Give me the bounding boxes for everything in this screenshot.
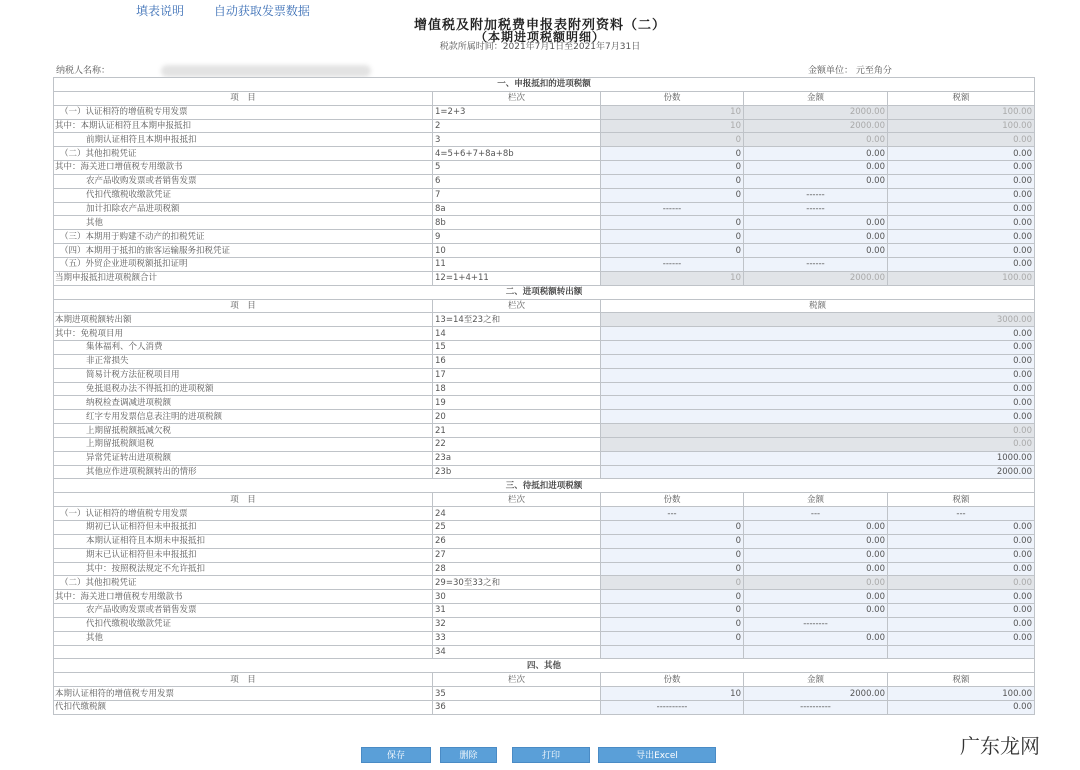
row-amount-cell: 0.00	[744, 576, 888, 590]
row-col-number: 26	[433, 534, 601, 548]
row-tax-cell[interactable]: 0.00	[888, 202, 1035, 216]
row-count-cell[interactable]: 0	[601, 604, 744, 618]
row-item-label: 上期留抵税额退税	[54, 437, 433, 451]
row-col-number: 6	[433, 174, 601, 188]
site-watermark: 广东龙网	[960, 734, 1040, 758]
row-amount-cell[interactable]: 0.00	[744, 147, 888, 161]
col-header-amount: 金额	[744, 493, 888, 507]
row-tax-cell[interactable]: 0.00	[888, 244, 1035, 258]
row-tax-cell: 0.00	[888, 576, 1035, 590]
row-tax-cell: 100.00	[888, 105, 1035, 119]
row-col-number: 15	[433, 341, 601, 355]
row-item-label: 本期进项税额转出额	[54, 313, 433, 327]
row-tax-cell[interactable]: 0.00	[888, 521, 1035, 535]
row-amount-cell[interactable]: 0.00	[744, 161, 888, 175]
row-tax-cell[interactable]: 0.00	[888, 216, 1035, 230]
row-item-label: 红字专用发票信息表注明的进项税额	[54, 410, 433, 424]
row-item-label: 其中：海关进口增值税专用缴款书	[54, 161, 433, 175]
section-title: 一、申报抵扣的进项税额	[54, 78, 1035, 92]
row-count-cell: 10	[601, 119, 744, 133]
row-tax-cell: 3000.00	[601, 313, 1035, 327]
row-count-cell[interactable]: 0	[601, 147, 744, 161]
table-row	[54, 562, 1035, 576]
col-header-item: 项 目	[54, 299, 433, 313]
table-row	[54, 257, 1035, 271]
row-amount-cell[interactable]: 0.00	[744, 562, 888, 576]
row-col-number: 5	[433, 161, 601, 175]
row-amount-cell[interactable]: ------	[744, 257, 888, 271]
table-row	[54, 437, 1035, 451]
row-tax-cell[interactable]: 0.00	[888, 562, 1035, 576]
row-col-number: 12=1+4+11	[433, 271, 601, 285]
row-amount-cell[interactable]: 0.00	[744, 244, 888, 258]
delete-button[interactable]: 删除	[440, 747, 497, 763]
row-count-cell: 0	[601, 576, 744, 590]
print-button[interactable]: 打印	[512, 747, 590, 763]
row-col-number: 16	[433, 354, 601, 368]
row-amount-cell[interactable]: 0.00	[744, 230, 888, 244]
row-item-label: 其他应作进项税额转出的情形	[54, 465, 433, 479]
col-header-amount: 金额	[744, 673, 888, 687]
table-row	[54, 271, 1035, 285]
row-col-number: 28	[433, 562, 601, 576]
table-row	[54, 507, 1035, 521]
table-row	[54, 202, 1035, 216]
table-row	[54, 590, 1035, 604]
table-row	[54, 216, 1035, 230]
column-header-row	[54, 673, 1035, 687]
row-amount-cell[interactable]: ------	[744, 188, 888, 202]
row-tax-cell[interactable]: 0.00	[888, 257, 1035, 271]
row-item-label: （二）其他扣税凭证	[54, 147, 433, 161]
row-tax-cell: 0.00	[601, 424, 1035, 438]
col-header-amount: 金额	[744, 91, 888, 105]
row-tax-cell[interactable]: 0.00	[601, 341, 1035, 355]
row-col-number: 20	[433, 410, 601, 424]
tax-period: 税款所属时间：2021年7月1日至2021年7月31日	[439, 42, 641, 52]
row-tax-cell[interactable]: 0.00	[888, 700, 1035, 714]
row-item-label: 其他	[54, 216, 433, 230]
row-item-label: （五）外贸企业进项税额抵扣证明	[54, 257, 433, 271]
row-item-label: （一）认证相符的增值税专用发票	[54, 507, 433, 521]
row-tax-cell[interactable]: 0.00	[601, 354, 1035, 368]
table-row	[54, 105, 1035, 119]
table-row	[54, 382, 1035, 396]
row-tax-cell[interactable]: 2000.00	[601, 465, 1035, 479]
col-header-col: 栏次	[433, 673, 601, 687]
col-header-col: 栏次	[433, 91, 601, 105]
row-tax-cell[interactable]: 0.00	[601, 410, 1035, 424]
row-col-number: 29=30至33之和	[433, 576, 601, 590]
row-item-label: （四）本期用于抵扣的旅客运输服务扣税凭证	[54, 244, 433, 258]
section-title: 二、进项税额转出额	[54, 285, 1035, 299]
row-tax-cell[interactable]: 0.00	[888, 631, 1035, 645]
row-amount-cell[interactable]: ---	[744, 507, 888, 521]
row-item-label: 其中：免税项目用	[54, 327, 433, 341]
row-tax-cell[interactable]: 0.00	[888, 617, 1035, 631]
row-tax-cell[interactable]	[888, 645, 1035, 659]
row-col-number: 34	[433, 645, 601, 659]
table-row	[54, 700, 1035, 714]
col-header-tax: 税额	[888, 493, 1035, 507]
col-header-tax: 税额	[601, 299, 1035, 313]
row-count-cell[interactable]: 0	[601, 534, 744, 548]
row-col-number: 2	[433, 119, 601, 133]
row-amount-cell[interactable]: 0.00	[744, 590, 888, 604]
instructions-link[interactable]: 填表说明	[136, 4, 185, 18]
table-row	[54, 119, 1035, 133]
table-row	[54, 161, 1035, 175]
row-col-number: 1=2+3	[433, 105, 601, 119]
row-count-cell[interactable]: ------	[601, 202, 744, 216]
table-row	[54, 465, 1035, 479]
row-item-label: 其中：海关进口增值税专用缴款书	[54, 590, 433, 604]
row-amount-cell[interactable]: 2000.00	[744, 687, 888, 701]
row-col-number: 25	[433, 521, 601, 535]
row-col-number: 8a	[433, 202, 601, 216]
row-tax-cell[interactable]: 0.00	[888, 188, 1035, 202]
col-header-count: 份数	[601, 493, 744, 507]
row-col-number: 30	[433, 590, 601, 604]
row-item-label: 其中：按照税法规定不允许抵扣	[54, 562, 433, 576]
section-header	[54, 78, 1035, 92]
row-count-cell[interactable]: 10	[601, 687, 744, 701]
row-item-label: （一）认证相符的增值税专用发票	[54, 105, 433, 119]
row-amount-cell[interactable]: 0.00	[744, 216, 888, 230]
row-tax-cell[interactable]: 1000.00	[601, 451, 1035, 465]
table-row	[54, 451, 1035, 465]
col-header-tax: 税额	[888, 673, 1035, 687]
row-col-number: 17	[433, 368, 601, 382]
input-tax-table	[53, 77, 1035, 715]
row-item-label: 其中：本期认证相符且本期申报抵扣	[54, 119, 433, 133]
row-item-label: 期初已认证相符但未申报抵扣	[54, 521, 433, 535]
row-col-number: 36	[433, 700, 601, 714]
row-tax-cell[interactable]: 0.00	[888, 590, 1035, 604]
row-amount-cell: 2000.00	[744, 105, 888, 119]
row-col-number: 32	[433, 617, 601, 631]
row-count-cell[interactable]: 0	[601, 617, 744, 631]
table-row	[54, 174, 1035, 188]
amount-unit: 金额单位： 元至角分	[808, 66, 892, 76]
row-count-cell: 0	[601, 133, 744, 147]
row-tax-cell: 100.00	[888, 271, 1035, 285]
save-button[interactable]: 保存	[361, 747, 431, 763]
row-tax-cell[interactable]: 0.00	[888, 147, 1035, 161]
row-item-label: 当期申报抵扣进项税额合计	[54, 271, 433, 285]
section-header	[54, 285, 1035, 299]
table-row	[54, 368, 1035, 382]
table-row	[54, 341, 1035, 355]
row-count-cell[interactable]: 0	[601, 174, 744, 188]
table-row	[54, 687, 1035, 701]
row-item-label: 农产品收购发票或者销售发票	[54, 174, 433, 188]
row-count-cell[interactable]: 0	[601, 631, 744, 645]
table-row	[54, 645, 1035, 659]
row-item-label: 集体福利、个人消费	[54, 341, 433, 355]
row-tax-cell[interactable]: 100.00	[888, 687, 1035, 701]
row-item-label	[54, 645, 433, 659]
row-count-cell[interactable]: ---	[601, 507, 744, 521]
row-item-label: （二）其他扣税凭证	[54, 576, 433, 590]
section-title: 四、其他	[54, 659, 1035, 673]
row-tax-cell[interactable]: ---	[888, 507, 1035, 521]
row-tax-cell[interactable]: 0.00	[601, 396, 1035, 410]
row-col-number: 22	[433, 437, 601, 451]
row-col-number: 13=14至23之和	[433, 313, 601, 327]
row-item-label: 前期认证相符且本期申报抵扣	[54, 133, 433, 147]
row-amount-cell: 2000.00	[744, 271, 888, 285]
column-header-row	[54, 493, 1035, 507]
row-tax-cell[interactable]: 0.00	[888, 548, 1035, 562]
row-count-cell[interactable]: 0	[601, 590, 744, 604]
row-item-label: （三）本期用于购建不动产的扣税凭证	[54, 230, 433, 244]
table-row	[54, 133, 1035, 147]
row-item-label: 农产品收购发票或者销售发票	[54, 604, 433, 618]
col-header-col: 栏次	[433, 493, 601, 507]
col-header-col: 栏次	[433, 299, 601, 313]
row-count-cell[interactable]: 0	[601, 216, 744, 230]
row-count-cell[interactable]	[601, 645, 744, 659]
table-row	[54, 244, 1035, 258]
row-count-cell[interactable]: ------	[601, 257, 744, 271]
row-amount-cell: 0.00	[744, 133, 888, 147]
row-count-cell[interactable]: 0	[601, 161, 744, 175]
row-item-label: 本期认证相符的增值税专用发票	[54, 687, 433, 701]
table-row	[54, 354, 1035, 368]
row-tax-cell[interactable]: 0.00	[888, 174, 1035, 188]
row-item-label: 非正常损失	[54, 354, 433, 368]
table-row	[54, 617, 1035, 631]
row-tax-cell: 0.00	[888, 133, 1035, 147]
row-col-number: 33	[433, 631, 601, 645]
row-item-label: 简易计税方法征税项目用	[54, 368, 433, 382]
row-tax-cell: 0.00	[601, 437, 1035, 451]
page-title: 增值税及附加税费申报表附列资料（二）	[413, 18, 666, 33]
table-row	[54, 188, 1035, 202]
row-item-label: 本期认证相符且本期未申报抵扣	[54, 534, 433, 548]
row-tax-cell[interactable]: 0.00	[601, 368, 1035, 382]
row-tax-cell[interactable]: 0.00	[601, 382, 1035, 396]
column-header-row	[54, 91, 1035, 105]
col-header-count: 份数	[601, 91, 744, 105]
row-item-label: 加计扣除农产品进项税额	[54, 202, 433, 216]
section-title: 三、待抵扣进项税额	[54, 479, 1035, 493]
page-subtitle: （本期进项税额明细）	[474, 30, 605, 44]
row-col-number: 35	[433, 687, 601, 701]
table-row	[54, 313, 1035, 327]
row-item-label: 其他	[54, 631, 433, 645]
row-count-cell[interactable]: 0	[601, 244, 744, 258]
taxpayer-name-redacted	[161, 65, 371, 77]
row-item-label: 异常凭证转出进项税额	[54, 451, 433, 465]
row-tax-cell[interactable]: 0.00	[601, 327, 1035, 341]
section-header	[54, 659, 1035, 673]
col-header-tax: 税额	[888, 91, 1035, 105]
row-amount-cell[interactable]: 0.00	[744, 604, 888, 618]
row-count-cell: 10	[601, 271, 744, 285]
row-count-cell[interactable]: 0	[601, 521, 744, 535]
row-item-label: 免抵退税办法不得抵扣的进项税额	[54, 382, 433, 396]
row-col-number: 21	[433, 424, 601, 438]
table-row	[54, 410, 1035, 424]
row-col-number: 9	[433, 230, 601, 244]
column-header-row	[54, 299, 1035, 313]
row-item-label: 期末已认证相符但未申报抵扣	[54, 548, 433, 562]
table-row	[54, 631, 1035, 645]
row-amount-cell[interactable]: 0.00	[744, 631, 888, 645]
row-col-number: 24	[433, 507, 601, 521]
row-amount-cell[interactable]	[744, 645, 888, 659]
table-row	[54, 147, 1035, 161]
row-col-number: 18	[433, 382, 601, 396]
row-count-cell[interactable]: 0	[601, 562, 744, 576]
table-row	[54, 576, 1035, 590]
row-amount-cell[interactable]: 0.00	[744, 548, 888, 562]
row-col-number: 23a	[433, 451, 601, 465]
row-count-cell[interactable]: 0	[601, 548, 744, 562]
row-col-number: 23b	[433, 465, 601, 479]
row-count-cell: 10	[601, 105, 744, 119]
row-amount-cell[interactable]: 0.00	[744, 174, 888, 188]
row-col-number: 31	[433, 604, 601, 618]
row-col-number: 7	[433, 188, 601, 202]
table-row	[54, 327, 1035, 341]
row-item-label: 代扣代缴税收缴款凭证	[54, 617, 433, 631]
fetch-invoice-link[interactable]: 自动获取发票数据	[213, 4, 310, 18]
row-col-number: 11	[433, 257, 601, 271]
section-header	[54, 479, 1035, 493]
row-col-number: 4=5+6+7+8a+8b	[433, 147, 601, 161]
table-row	[54, 604, 1035, 618]
row-item-label: 纳税检查调减进项税额	[54, 396, 433, 410]
col-header-item: 项 目	[54, 493, 433, 507]
row-col-number: 8b	[433, 216, 601, 230]
row-col-number: 27	[433, 548, 601, 562]
export-excel-button[interactable]: 导出Excel	[598, 747, 716, 763]
row-tax-cell: 100.00	[888, 119, 1035, 133]
col-header-item: 项 目	[54, 91, 433, 105]
taxpayer-label: 纳税人名称：	[56, 66, 111, 76]
row-tax-cell[interactable]: 0.00	[888, 534, 1035, 548]
row-amount-cell[interactable]: ----------	[744, 700, 888, 714]
table-row	[54, 396, 1035, 410]
row-col-number: 19	[433, 396, 601, 410]
row-count-cell[interactable]: 0	[601, 188, 744, 202]
row-count-cell[interactable]: ----------	[601, 700, 744, 714]
row-count-cell[interactable]: 0	[601, 230, 744, 244]
row-col-number: 3	[433, 133, 601, 147]
row-tax-cell[interactable]: 0.00	[888, 161, 1035, 175]
table-row	[54, 548, 1035, 562]
row-tax-cell[interactable]: 0.00	[888, 230, 1035, 244]
row-item-label: 上期留抵税额抵减欠税	[54, 424, 433, 438]
row-tax-cell[interactable]: 0.00	[888, 604, 1035, 618]
row-col-number: 14	[433, 327, 601, 341]
table-row	[54, 424, 1035, 438]
row-col-number: 10	[433, 244, 601, 258]
table-row	[54, 230, 1035, 244]
table-row	[54, 521, 1035, 535]
col-header-count: 份数	[601, 673, 744, 687]
row-item-label: 代扣代缴税额	[54, 700, 433, 714]
row-item-label: 代扣代缴税收缴款凭证	[54, 188, 433, 202]
row-amount-cell: 2000.00	[744, 119, 888, 133]
col-header-item: 项 目	[54, 673, 433, 687]
row-amount-cell[interactable]: ------	[744, 202, 888, 216]
taxpayer-row	[56, 63, 371, 77]
row-amount-cell[interactable]: 0.00	[744, 521, 888, 535]
row-amount-cell[interactable]: --------	[744, 617, 888, 631]
row-amount-cell[interactable]: 0.00	[744, 534, 888, 548]
table-row	[54, 534, 1035, 548]
